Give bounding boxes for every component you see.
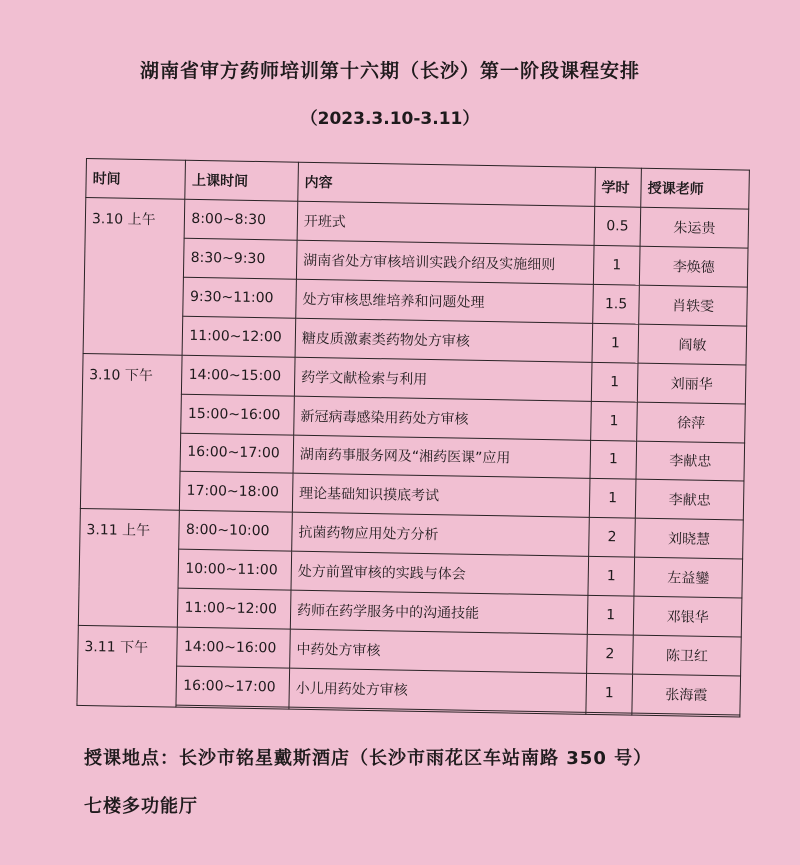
hours-cell: 1 [592,323,639,363]
hours-cell: 1 [593,245,640,285]
teacher-cell: 徐萍 [637,402,745,443]
teacher-cell: 刘晓慧 [635,519,743,560]
content-cell: 药学文献检索与利用 [294,357,592,401]
time-cell: 14:00~15:00 [182,355,295,396]
hours-cell: 1 [590,440,637,480]
header-hours: 学时 [595,167,642,207]
teacher-cell: 刘丽华 [638,363,746,404]
content-cell: 中药处方审核 [290,629,588,673]
hours-cell: 1.5 [593,284,640,324]
hours-cell: 2 [586,634,633,674]
content-cell: 湖南药事服务网及“湘药医课”应用 [293,435,591,479]
schedule-table [76,158,749,718]
room-text: 七楼多功能厅 [84,796,198,817]
hours-cell: 2 [589,518,636,558]
teacher-cell: 张海霞 [632,674,740,715]
time-cell: 16:00~17:00 [176,666,289,707]
content-cell: 湖南省处方审核培训实践介绍及实施细则 [296,240,594,284]
period-cell: 3.11 下午 [77,626,178,708]
location-text: 授课地点：长沙市铭星戴斯酒店（长沙市雨花区车站南路 350 号） [84,748,653,769]
header-teacher: 授课老师 [641,168,749,209]
hours-cell: 1 [588,557,635,597]
time-cell: 17:00~18:00 [180,472,293,513]
content-cell: 处方前置审核的实践与体会 [291,551,589,595]
teacher-cell: 朱运贵 [640,207,748,248]
document-title: 湖南省审方药师培训第十六期（长沙）第一阶段课程安排 [139,60,640,82]
hours-cell: 1 [586,673,633,713]
content-cell: 糖皮质激素类药物处方审核 [295,318,593,362]
teacher-cell: 左益鑾 [634,557,742,598]
teacher-cell: 阎敏 [638,324,746,365]
time-cell: 8:30~9:30 [184,238,297,279]
hours-cell: 0.5 [594,206,641,246]
hours-cell: 1 [591,362,638,402]
time-cell: 11:00~12:00 [178,588,291,629]
period-cell: 3.10 下午 [80,353,182,510]
time-cell: 9:30~11:00 [183,277,296,318]
period-cell: 3.11 上午 [78,509,179,627]
teacher-cell: 邓银华 [633,596,741,637]
hours-cell: 1 [589,479,636,519]
content-cell: 药师在药学服务中的沟通技能 [290,590,588,634]
teacher-cell: 李献忠 [635,480,743,521]
content-cell: 新冠病毒感染用药处方审核 [294,396,592,440]
header-time: 上课时间 [185,160,298,201]
date-range: （2023.3.10-3.11） [300,109,480,129]
time-cell: 11:00~12:00 [183,316,296,357]
header-content: 内容 [298,162,596,206]
content-cell: 抗菌药物应用处方分析 [292,513,590,557]
teacher-cell: 肖轶雯 [639,285,747,326]
hours-cell: 1 [591,401,638,441]
time-cell: 8:00~8:30 [185,199,298,240]
teacher-cell: 李焕德 [640,246,748,287]
time-cell: 8:00~10:00 [179,511,292,552]
content-cell: 开班式 [297,201,595,245]
time-cell: 16:00~17:00 [180,433,293,474]
teacher-cell: 陈卫红 [633,635,741,676]
period-cell: 3.10 上午 [83,198,185,355]
content-cell: 处方审核思维培养和问题处理 [296,279,594,323]
teacher-cell: 李献忠 [636,441,744,482]
content-cell: 小儿用药处方审核 [289,668,587,712]
header-period: 时间 [86,159,186,200]
hours-cell: 1 [587,596,634,636]
content-cell: 理论基础知识摸底考试 [292,474,590,518]
time-cell: 15:00~16:00 [181,394,294,435]
time-cell: 10:00~11:00 [178,549,291,590]
time-cell: 14:00~16:00 [177,627,290,668]
hours-cell [586,712,632,715]
